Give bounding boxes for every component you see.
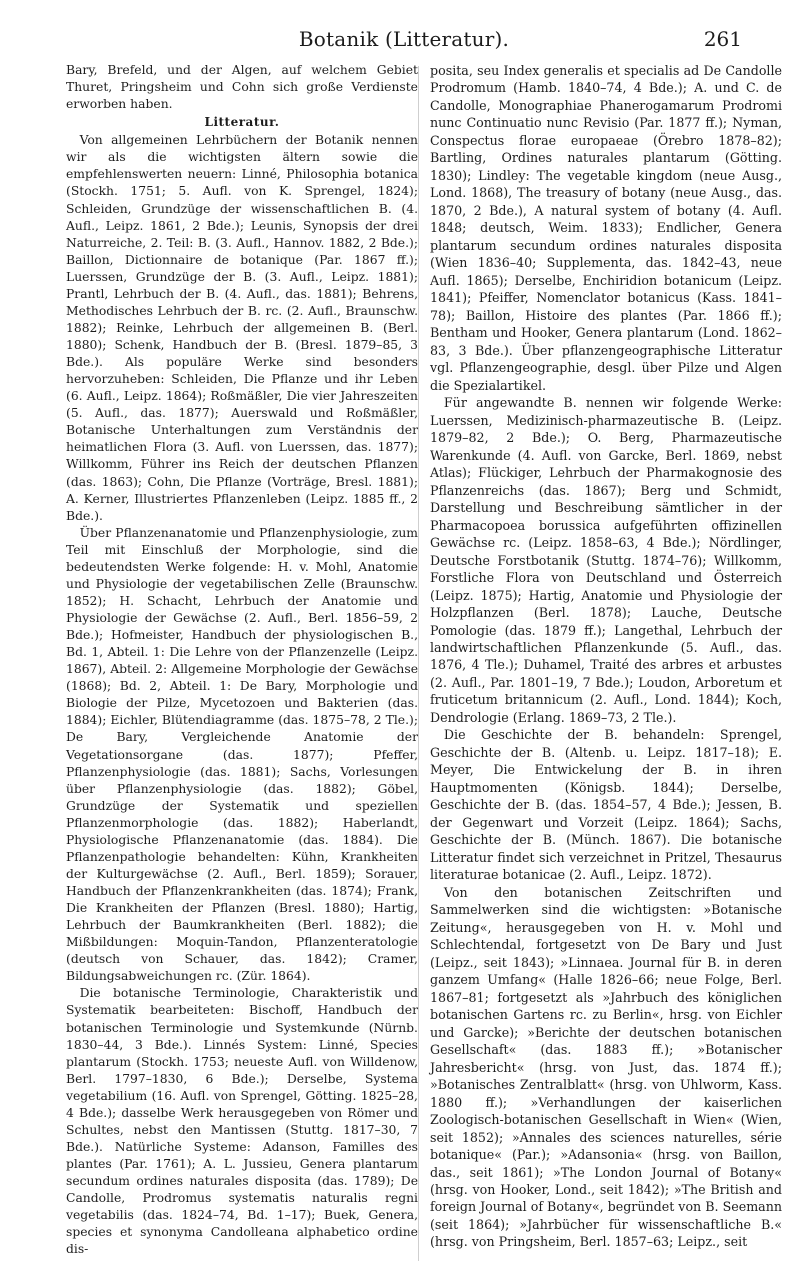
right-column [430,62,782,1251]
paragraph-terminology-systematics: Die botanische Terminologie, Charakteristik und Systematik bearbeiteten: Bischoff, Handbuch der botanischen Terminologie und Systemkunde (Nürnb. 1830–44, 3 Bde.). Linnés System: Linné, Species plantarum (Stockh. 1753; neueste Aufl. von Willdenow, Berl. 1797–1830, 6 Bde.); Derselbe, Systema vegetabilium (16. Aufl. von Sprengel, Götting. 1825–28, 4 Bde.); dasselbe Werk herausgegeben von Römer und Schultes, nebst den Mantissen (Stuttg. 1817–30, 7 Bde.). Natürliche Systeme: Adanson, Familles des plantes (Par. 1761); A. L. Jussieu, Genera plantarum secundum ordines naturales disposita (das. 1789); De Candolle, Prodromus systematis naturalis regni vegetabilis (das. 1824–74, Bd. 1–17); Buek, Genera, species et synonyma Candolleana alphabetico ordine dis- [66,986,418,1257]
paragraph-applied-botany: Für angewandte B. nennen wir folgende Werke: Luerssen, Medizinisch-pharmazeutische B. (Leipz. 1879–82, 2 Bde.); O. Berg, Pharmazeutische Warenkunde (4. Aufl. von Garcke, Berl. 1869, nebst Atlas); Flückiger, Lehrbuch der Pharmakognosie des Pflanzenreichs (das. 1867); Berg und Schmidt, Darstellung und Beschreibung sämtlicher in der Pharmacopoea borussica aufgeführten offizinellen Gewächse rc. (Leipz. 1858–63, 4 Bde.); Nördlinger, Deutsche Forstbotanik (Stuttg. 1874–76); Willkomm, Forstliche Flora von Deutschland und Österreich (Leipz. 1875); Hartig, Anatomie und Physiologie der Holzpflanzen (Berl. 1878); Lauche, Deutsche Pomologie (das. 1879 ff.); Langethal, Lehrbuch der landwirtschaftlichen Pflanzenkunde (5. Aufl., das. 1876, 4 Tle.); Duhamel, Traité des arbres et arbustes (2. Aufl., Par. 1801–19, 7 Bde.); Loudon, Arboretum et fruticetum britannicum (2. Aufl., Lond. 1844); Koch, Dendrologie (Erlang. 1869–73, 2 Tle.). [430,395,782,725]
column-divider [418,66,419,1261]
intro-paragraph: Bary, Brefeld, und der Algen, auf welchem Gebiet Thuret, Pringsheim und Cohn sich große Verdienste erworben haben. [66,63,418,112]
section-subheading: Litteratur. [204,115,280,130]
page-header [66,27,742,55]
paragraph-history: Die Geschichte der B. behandeln: Sprengel, Geschichte der B. (Altenb. u. Leipz. 1817–18); E. Meyer, Die Entwickelung der B. in ihren Hauptmomenten (Königsb. 1844); Derselbe, Geschichte der B. (das. 1854–57, 4 Bde.); Jessen, B. der Gegenwart und Vorzeit (Leipz. 1864); Sachs, Geschichte der B. (Münch. 1867). Die botanische Litteratur findet sich verzeichnet in Pritzel, Thesaurus literaturae botanicae (2. Aufl., Leipz. 1872). [430,727,782,883]
paragraph-journals: Von den botanischen Zeitschriften und Sammelwerken sind die wichtigsten: »Botanische Zeitung«, herausgegeben von H. v. Mohl und Schlechtendal, fortgesetzt von De Bary und Just (Leipz., seit 1843); »Linnaea. Journal für B. in deren ganzem Umfang« (Halle 1826–66; neue Folge, Berl. 1867–81; fortgesetzt als »Jahrbuch des königlichen botanischen Gartens rc. zu Berlin«, hrsg. von Eichler und Garcke); »Berichte der deutschen botanischen Gesellschaft« (das. 1883 ff.); »Botanischer Jahresbericht« (hrsg. von Just, das. 1874 ff.); »Botanisches Zentralblatt« (hrsg. von Uhlworm, Kass. 1880 ff.); »Verhandlungen der kaiserlichen Zoologisch-botanischen Gesellschaft in Wien« (Wien, seit 1852); »Annales des sciences naturelles, série botanique« (Par.); »Adansonia« (hrsg. von Baillon, das., seit 1861); »The London Journal of Botany« (hrsg. von Hooker, Lond., seit 1842); »The British and foreign Journal of Botany«, begründet von B. Seemann (seit 1864); »Jahrbücher für wissenschaftliche B.« (hrsg. von Pringsheim, Berl. 1857–63; Leipz., seit [430,884,782,1250]
paragraph-general-textbooks: Von allgemeinen Lehrbüchern der Botanik nennen wir als die wichtigsten ältern sowie die empfehlenswerten neuern: Linné, Philosophia botanica (Stockh. 1751; 5. Aufl. von K. Sprengel, 1824); Schleiden, Grundzüge der wissenschaftlichen B. (4. Aufl., Leipz. 1861, 2 Bde.); Leunis, Synopsis der drei Naturreiche, 2. Teil: B. (3. Aufl., Hannov. 1882, 2 Bde.); Baillon, Dictionnaire de botanique (Par. 1867 ff.); Luerssen, Grundzüge der B. (3. Aufl., Leipz. 1881); Prantl, Lehrbuch der B. (4. Aufl., das. 1881); Behrens, Methodisches Lehrbuch der B. rc. (2. Aufl., Braunschw. 1882); Reinke, Lehrbuch der allgemeinen B. (Berl. 1880); Schenk, Handbuch der B. (Bresl. 1879–85, 3 Bde.). Als populäre Werke sind besonders hervorzuheben: Schleiden, Die Pflanze und ihr Leben (6. Aufl., Leipz. 1864); Roßmäßler, Die vier Jahreszeiten (5. Aufl., das. 1877); Auerswald und Roßmäßler, Botanische Unterhaltungen zum Verständnis der heimatlichen Flora (3. Aufl. von Luerssen, das. 1877); Willkomm, Führer ins Reich der deutschen Pflanzen (das. 1863); Cohn, Die Pflanze (Vorträge, Bresl. 1881); A. Kerner, Illustriertes Pflanzenleben (Leipz. 1885 ff., 2 Bde.). [66,133,418,523]
page-number: 261 [703,27,742,51]
running-title: Botanik (Litteratur). [298,27,510,51]
left-column [66,62,418,1258]
paragraph-anatomy-physiology: Über Pflanzenanatomie und Pflanzenphysiologie, zum Teil mit Einschluß der Morphologie, sind die bedeutendsten Werke folgende: H. v. Mohl, Anatomie und Physiologie der vegetabilischen Zelle (Braunschw. 1852); H. Schacht, Lehrbuch der Anatomie und Physiologie der Gewächse (2. Aufl., Berl. 1856–59, 2 Bde.); Hofmeister, Handbuch der physiologischen B., Bd. 1, Abteil. 1: Die Lehre von der Pflanzenzelle (Leipz. 1867), Abteil. 2: Allgemeine Morphologie der Gewächse (1868); Bd. 2, Abteil. 1: De Bary, Morphologie und Biologie der Pilze, Mycetozoen und Bakterien (das. 1884); Eichler, Blütendiagramme (das. 1875–78, 2 Tle.); De Bary, Vergleichende Anatomie der Vegetationsorgane (das. 1877); Pfeffer, Pflanzenphysiologie (das. 1881); Sachs, Vorlesungen über Pflanzenphysiologie (das. 1882); Göbel, Grundzüge der Systematik und speziellen Pflanzenmorphologie (das. 1882); Haberlandt, Physiologische Pflanzenanatomie (das. 1884). Die Pflanzenpathologie behandelten: Kühn, Krankheiten der Kulturgewächse (2. Aufl., Berl. 1859); Sorauer, Handbuch der Pflanzenkrankheiten (das. 1874); Frank, Die Krankheiten der Pflanzen (Bresl. 1880); Hartig, Lehrbuch der Baumkrankheiten (Berl. 1882); die Mißbildungen: Moquin-Tandon, Pflanzenteratologie (deutsch von Schauer, das. 1842); Cramer, Bildungsabweichungen rc. (Zür. 1864). [66,525,418,984]
paragraph-continuation: posita, seu Index generalis et specialis ad De Candolle Prodromum (Hamb. 1840–74, 4 Bde.); A. und C. de Candolle, Monographiae Phanerogamarum Prodromi nunc Continuatio nunc Revisio (Par. 1877 ff.); Nyman, Conspectus florae europaeae (Örebro 1878–82); Bartling, Ordines naturales plantarum (Götting. 1830); Lindley: The vegetable kingdom (neue Ausg., Lond. 1868), The treasury of botany (neue Ausg., das. 1870, 2 Bde.), A natural system of botany (4. Aufl. 1848; deutsch, Weim. 1833); Endlicher, Genera plantarum secundum ordines naturales disposita (Wien 1836–40; Supplementa, das. 1842–43, neue Aufl. 1865); Derselbe, Enchiridion botanicum (Leipz. 1841); Pfeiffer, Nomenclator botanicus (Kass. 1841–78); Baillon, Histoire des plantes (Par. 1866 ff.); Bentham und Hooker, Genera plantarum (Lond. 1862–83, 3 Bde.). Über pflanzengeographische Litteratur vgl. Pflanzengeographie, desgl. über Pilze und Algen die Spezialartikel. [430,63,782,393]
